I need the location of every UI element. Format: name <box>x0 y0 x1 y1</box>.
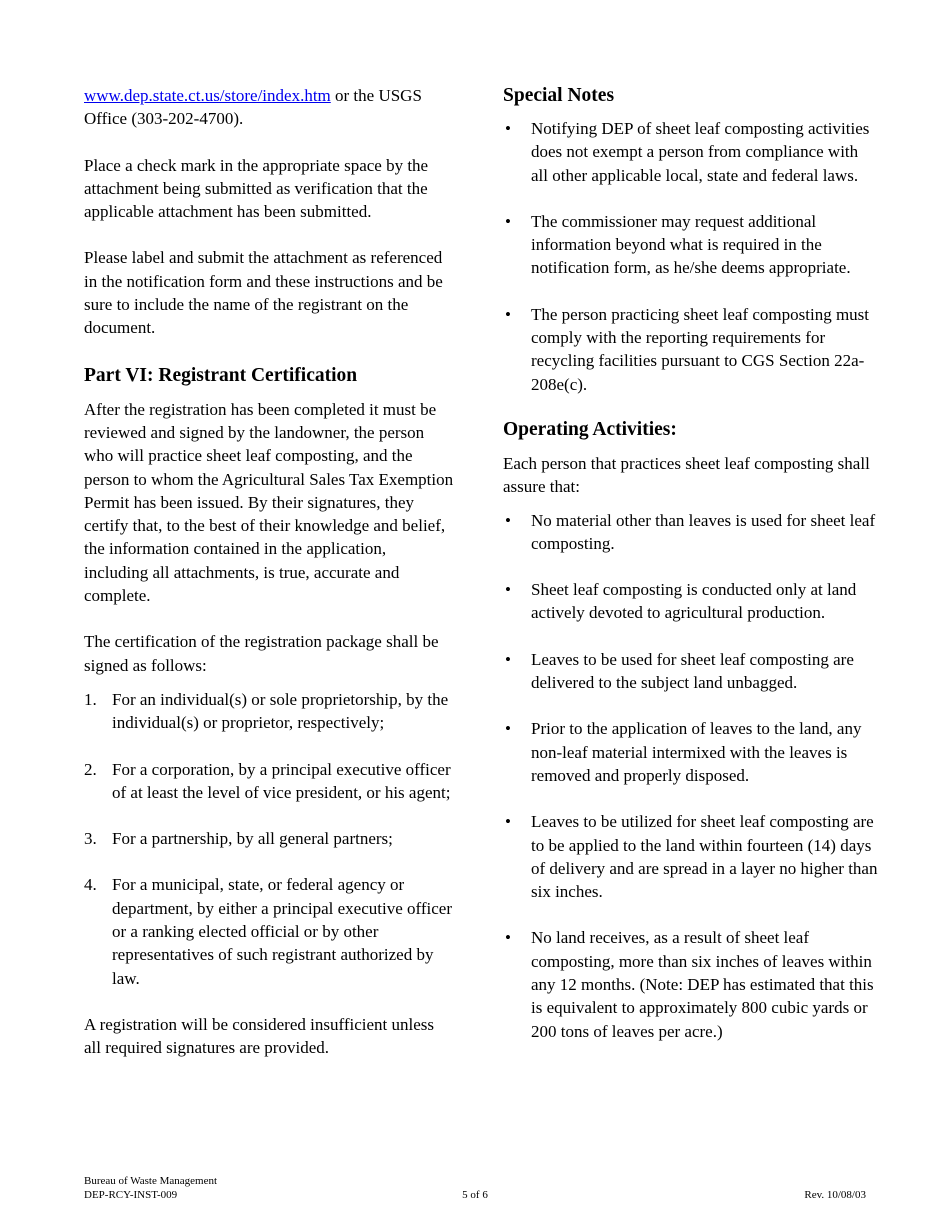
list-item <box>503 578 878 625</box>
list-item <box>503 717 878 787</box>
list-item <box>503 303 878 396</box>
dep-store-link[interactable]: www.dep.state.ct.us/store/index.htm <box>84 86 331 105</box>
list-item <box>503 117 878 187</box>
list-item <box>503 509 878 556</box>
step-text: For a municipal, state, or federal agency or department, by either a principal executive officer or a ranking elected official or by other representatives of such registrant authorized by law. <box>112 875 452 988</box>
list-item <box>84 688 454 735</box>
insufficient-paragraph: A registration will be considered insufficient unless all required signatures are provided. <box>84 1014 435 1058</box>
bullet-icon: • <box>505 119 511 138</box>
note-text: Notifying DEP of sheet leaf composting activities does not exempt a person from compliance with all other applicable local, state and federal laws. <box>531 119 870 185</box>
bullet-icon: • <box>505 211 511 231</box>
activity-text: Leaves to be used for sheet leaf composting are delivered to the subject land unbagged. <box>531 649 854 693</box>
step-text: For a partnership, by all general partners; <box>112 829 393 849</box>
activity-text: No land receives, as a result of sheet leaf composting, more than six inches of leaves within any 12 months. (Note: DEP has estimated that this is equivalent to approximately 800 cubic yards or 200 tons of leaves per acre.) <box>531 928 874 1041</box>
signature-steps-list <box>84 688 454 990</box>
intro-paragraph <box>84 84 454 131</box>
check-mark-paragraph: Place a check mark in the appropriate space by the attachment being submitted as verification that the applicable attachment has been submitted. <box>84 155 429 222</box>
special-notes-heading: Special Notes <box>503 85 615 106</box>
footer-revision: Rev. 10/08/03 <box>804 1188 866 1201</box>
step-number: 2. <box>84 759 97 779</box>
step-number: 3. <box>84 829 97 849</box>
after-registration-paragraph: After the registration has been completed it must be reviewed and signed by the landowner, the person who will practice sheet leaf composting, and the person to whom the Agricultural Sales Tax Exemption Permit has been issued. By their signatures, they certify that, to the best of their knowledge and belief, the information contained in the application, including all attachments, is true, accurate and complete. <box>84 399 454 606</box>
bullet-icon: • <box>505 510 511 530</box>
page-footer <box>84 1175 866 1202</box>
special-notes-list <box>503 117 878 396</box>
list-item <box>503 210 878 280</box>
right-column <box>503 84 878 1043</box>
list-item <box>503 648 878 695</box>
activity-text: Prior to the application of leaves to the land, any non-leaf material intermixed with the leaves is removed and properly disposed. <box>531 719 862 785</box>
list-item <box>503 926 878 1042</box>
footer-page-number: 5 of 6 <box>462 1188 488 1201</box>
part-vi-heading: Part VI: Registrant Certification <box>84 364 358 386</box>
bullet-icon: • <box>505 812 511 832</box>
step-number: 1. <box>84 689 97 709</box>
bullet-icon: • <box>505 649 511 669</box>
bullet-icon: • <box>505 719 511 739</box>
list-item <box>84 827 454 850</box>
note-text: The commissioner may request additional information beyond what is required in the notification form, as he/she deems appropriate. <box>531 211 851 278</box>
operating-paragraph: Each person that practices sheet leaf composting shall assure that: <box>503 453 870 497</box>
activity-text: Sheet leaf composting is conducted only at land actively devoted to agricultural production. <box>531 580 857 623</box>
operating-activities-heading: Operating Activities: <box>503 418 677 440</box>
footer-bureau: Bureau of Waste Management <box>84 1175 218 1187</box>
list-item <box>84 873 454 989</box>
list-item <box>503 810 878 903</box>
label-attachment-paragraph: Please label and submit the attachment as referenced in the notification form and these instructions and be sure to include the name of the registrant on the document. <box>84 248 443 338</box>
activity-text: Leaves to be utilized for sheet leaf composting are to be applied to the land within fourteen (14) days of delivery and are spread in a layer no higher than six inches. <box>531 812 878 902</box>
footer-doc-id: DEP-RCY-INST-009 <box>84 1188 178 1201</box>
step-text: For an individual(s) or sole proprietorship, by the individual(s) or proprietor, respectively; <box>112 689 449 733</box>
step-number: 4. <box>84 875 97 895</box>
bullet-icon: • <box>505 580 511 600</box>
bullet-icon: • <box>505 928 511 948</box>
bullet-icon: • <box>505 304 511 324</box>
note-text: The person practicing sheet leaf composting must comply with the reporting requirements for recycling facilities pursuant to CGS Section 22a-208e(c). <box>531 304 870 394</box>
list-item <box>84 758 454 805</box>
certification-paragraph: The certification of the registration package shall be signed as follows: <box>84 632 439 675</box>
operating-activities-list <box>503 509 878 1043</box>
intro-rest-text: or the USGS Office (303-202-4700). <box>84 86 422 129</box>
left-column <box>84 84 454 1060</box>
step-text: For a corporation, by a principal executive officer of at least the level of vice president, or his agent; <box>112 759 451 802</box>
activity-text: No material other than leaves is used for sheet leaf composting. <box>531 510 876 553</box>
